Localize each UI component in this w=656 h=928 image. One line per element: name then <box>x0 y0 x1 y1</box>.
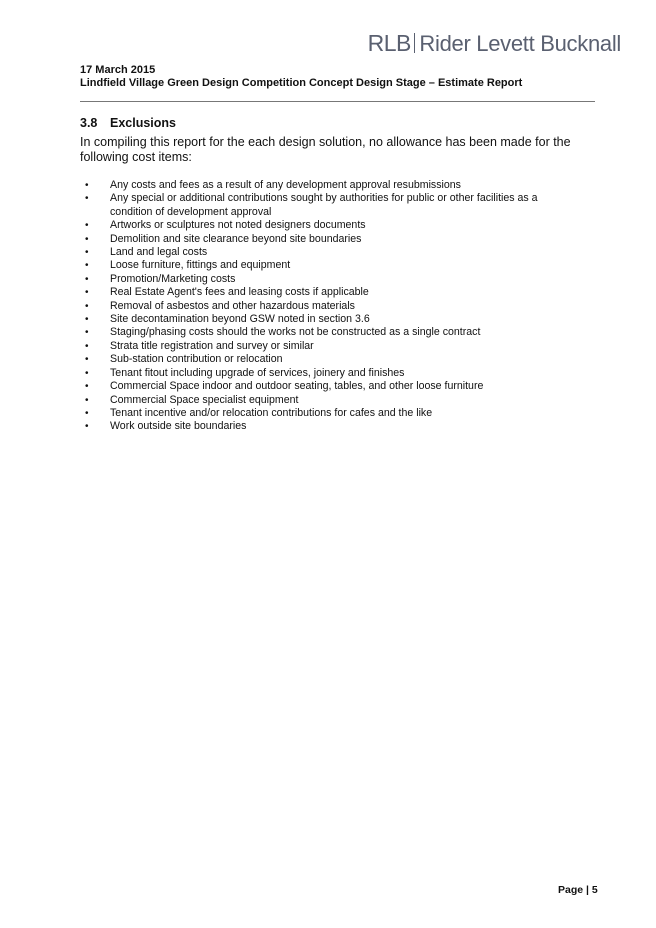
list-item <box>80 407 580 420</box>
bullet-icon: • <box>85 407 89 419</box>
report-date: 17 March 2015 <box>80 64 156 76</box>
bullet-icon: • <box>85 220 89 232</box>
list-item <box>80 353 580 366</box>
bullet-icon: • <box>85 340 89 352</box>
header-divider <box>80 101 595 102</box>
list-item <box>80 286 580 299</box>
bullet-icon: • <box>85 381 89 393</box>
list-item <box>80 233 580 246</box>
company-logo <box>368 30 621 57</box>
list-item <box>80 273 580 286</box>
section-intro: In compiling this report for the each design solution, no allowance has been made for the following cost items: <box>80 135 571 164</box>
list-item <box>80 367 580 380</box>
bullet-icon: • <box>85 273 89 285</box>
list-item <box>80 340 580 353</box>
logo-name: Rider Levett Bucknall <box>419 31 621 56</box>
bullet-icon: • <box>85 193 89 205</box>
list-item <box>80 246 580 259</box>
bullet-icon: • <box>85 233 89 245</box>
list-item-text: Site decontamination beyond GSW noted in section 3.6 <box>110 313 370 326</box>
section-number: 3.8 <box>80 116 98 130</box>
list-item-text: Strata title registration and survey or similar <box>110 339 314 352</box>
list-item <box>80 326 580 339</box>
list-item-text: Tenant incentive and/or relocation contributions for cafes and the like <box>110 406 433 419</box>
list-item <box>80 380 580 393</box>
list-item-text: Real Estate Agent's fees and leasing costs if applicable <box>110 286 369 299</box>
section-title: Exclusions <box>110 116 176 130</box>
page-number: Page | 5 <box>558 884 598 896</box>
list-item <box>80 313 580 326</box>
logo-divider <box>414 33 416 53</box>
exclusions-list <box>80 179 580 434</box>
list-item-text: Sub-station contribution or relocation <box>110 353 283 366</box>
list-item-text: Commercial Space specialist equipment <box>110 393 299 406</box>
bullet-icon: • <box>85 367 89 379</box>
bullet-icon: • <box>85 354 89 366</box>
logo-abbreviation: RLB <box>367 30 411 56</box>
bullet-icon: • <box>85 180 89 191</box>
bullet-icon: • <box>85 287 89 299</box>
list-item-text: Promotion/Marketing costs <box>110 272 236 285</box>
list-item-text: Artworks or sculptures not noted designers documents <box>110 219 366 232</box>
bullet-icon: • <box>85 300 89 312</box>
report-title: Lindfield Village Green Design Competition Concept Design Stage – Estimate Report <box>80 77 523 89</box>
list-item-text: Any special or additional contributions sought by authorities for public or other facilities as a condition of development approval <box>110 192 538 218</box>
list-item-text: Commercial Space indoor and outdoor seating, tables, and other loose furniture <box>110 380 484 393</box>
list-item <box>80 420 580 433</box>
list-item <box>80 394 580 407</box>
list-item <box>80 219 580 232</box>
list-item-text: Work outside site boundaries <box>110 420 247 433</box>
list-item <box>80 259 580 272</box>
bullet-icon: • <box>85 421 89 433</box>
bullet-icon: • <box>85 394 89 406</box>
bullet-icon: • <box>85 260 89 272</box>
list-item-text: Demolition and site clearance beyond site boundaries <box>110 232 362 245</box>
list-item <box>80 192 580 219</box>
section-heading <box>80 116 176 130</box>
bullet-icon: • <box>85 327 89 339</box>
list-item <box>80 179 580 192</box>
list-item-text: Loose furniture, fittings and equipment <box>110 259 291 272</box>
list-item-text: Tenant fitout including upgrade of services, joinery and finishes <box>110 366 405 379</box>
list-item <box>80 300 580 313</box>
bullet-icon: • <box>85 247 89 259</box>
list-item-text: Removal of asbestos and other hazardous materials <box>110 299 355 312</box>
list-item-text: Land and legal costs <box>110 246 208 259</box>
list-item-text: Staging/phasing costs should the works not be constructed as a single contract <box>110 326 481 339</box>
list-item-text: Any costs and fees as a result of any development approval resubmissions <box>110 179 461 191</box>
bullet-icon: • <box>85 314 89 326</box>
